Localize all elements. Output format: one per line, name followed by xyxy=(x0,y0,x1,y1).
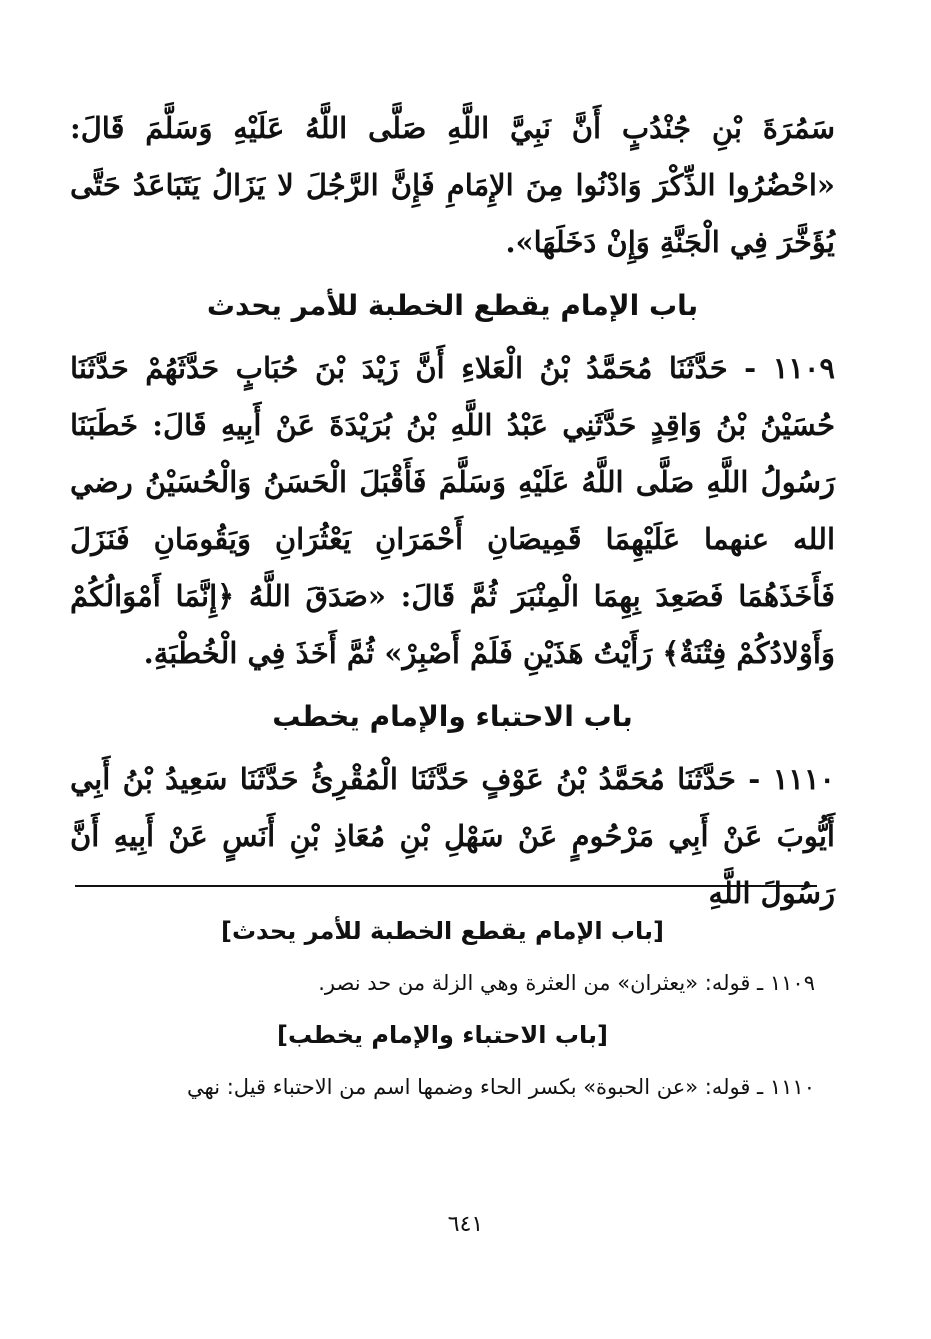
page-number: ٦٤١ xyxy=(447,1212,484,1237)
hadith-1110: ١١١٠ - حَدَّثَنَا مُحَمَّدُ بْنُ عَوْفٍ حَدَّثَنَا الْمُقْرِئُ حَدَّثَنَا سَعِيدُ بْنُ أَبِي أَيُّوبَ عَنْ أَبِي مَرْحُومٍ عَنْ سَهْلِ بْنِ مُعَاذِ بْنِ أَنَسٍ عَنْ أَبِيهِ أَنَّ رَسُولَ اللَّهِ xyxy=(70,762,835,910)
footnotes xyxy=(70,905,815,1113)
chapter-heading-2: باب الاحتباء والإمام يخطب xyxy=(272,700,633,733)
intro-paragraph: سَمُرَةَ بْنِ جُنْدُبٍ أَنَّ نَبِيَّ اللَّهِ صَلَّى اللَّهُ عَلَيْهِ وَسَلَّمَ قَالَ: «احْضُرُوا الذِّكْرَ وَادْنُوا مِنَ الإِمَامِ فَإِنَّ الرَّجُلَ لا يَزَالُ يَتَبَاعَدُ حَتَّى يُؤَخَّرَ فِي الْجَنَّةِ وَإِنْ دَخَلَهَا». xyxy=(70,111,835,259)
note-heading-1: [باب الإمام يقطع الخطبة للأمر يحدث] xyxy=(220,917,665,945)
chapter-heading-1: باب الإمام يقطع الخطبة للأمر يحدث xyxy=(206,289,699,322)
main-text xyxy=(70,100,835,922)
footnote-divider xyxy=(75,885,817,887)
hadith-1109: ١١٠٩ - حَدَّثَنَا مُحَمَّدُ بْنُ الْعَلاءِ أَنَّ زَيْدَ بْنَ حُبَابٍ حَدَّثَهُمْ حَدَّثَنَا حُسَيْنُ بْنُ وَاقِدٍ حَدَّثَنِي عَبْدُ اللَّهِ بْنُ بُرَيْدَةَ عَنْ أَبِيهِ قَالَ: خَطَبَنَا رَسُولُ اللَّهِ صَلَّى اللَّهُ عَلَيْهِ وَسَلَّمَ فَأَقْبَلَ الْحَسَنُ وَالْحُسَيْنُ رضي الله عنهما عَلَيْهِمَا قَمِيصَانِ أَحْمَرَانِ يَعْثُرَانِ وَيَقُومَانِ فَنَزَلَ فَأَخَذَهُمَا فَصَعِدَ بِهِمَا الْمِنْبَرَ ثُمَّ قَالَ: «صَدَقَ اللَّهُ ﴿إِنَّمَا أَمْوَالُكُمْ وَأَوْلادُكُمْ فِتْنَةٌ﴾ رَأَيْتُ هَذَيْنِ فَلَمْ أَصْبِرْ» ثُمَّ أَخَذَ فِي الْخُطْبَةِ. xyxy=(70,351,835,670)
note-1109: ١١٠٩ ـ قوله: «يعثران» من العثرة وهي الزلة من حد نصر. xyxy=(318,971,815,995)
note-heading-2: [باب الاحتباء والإمام يخطب] xyxy=(277,1021,608,1049)
note-1110: ١١١٠ ـ قوله: «عن الحبوة» بكسر الحاء وضمها اسم من الاحتباء قيل: نهي xyxy=(187,1075,815,1099)
